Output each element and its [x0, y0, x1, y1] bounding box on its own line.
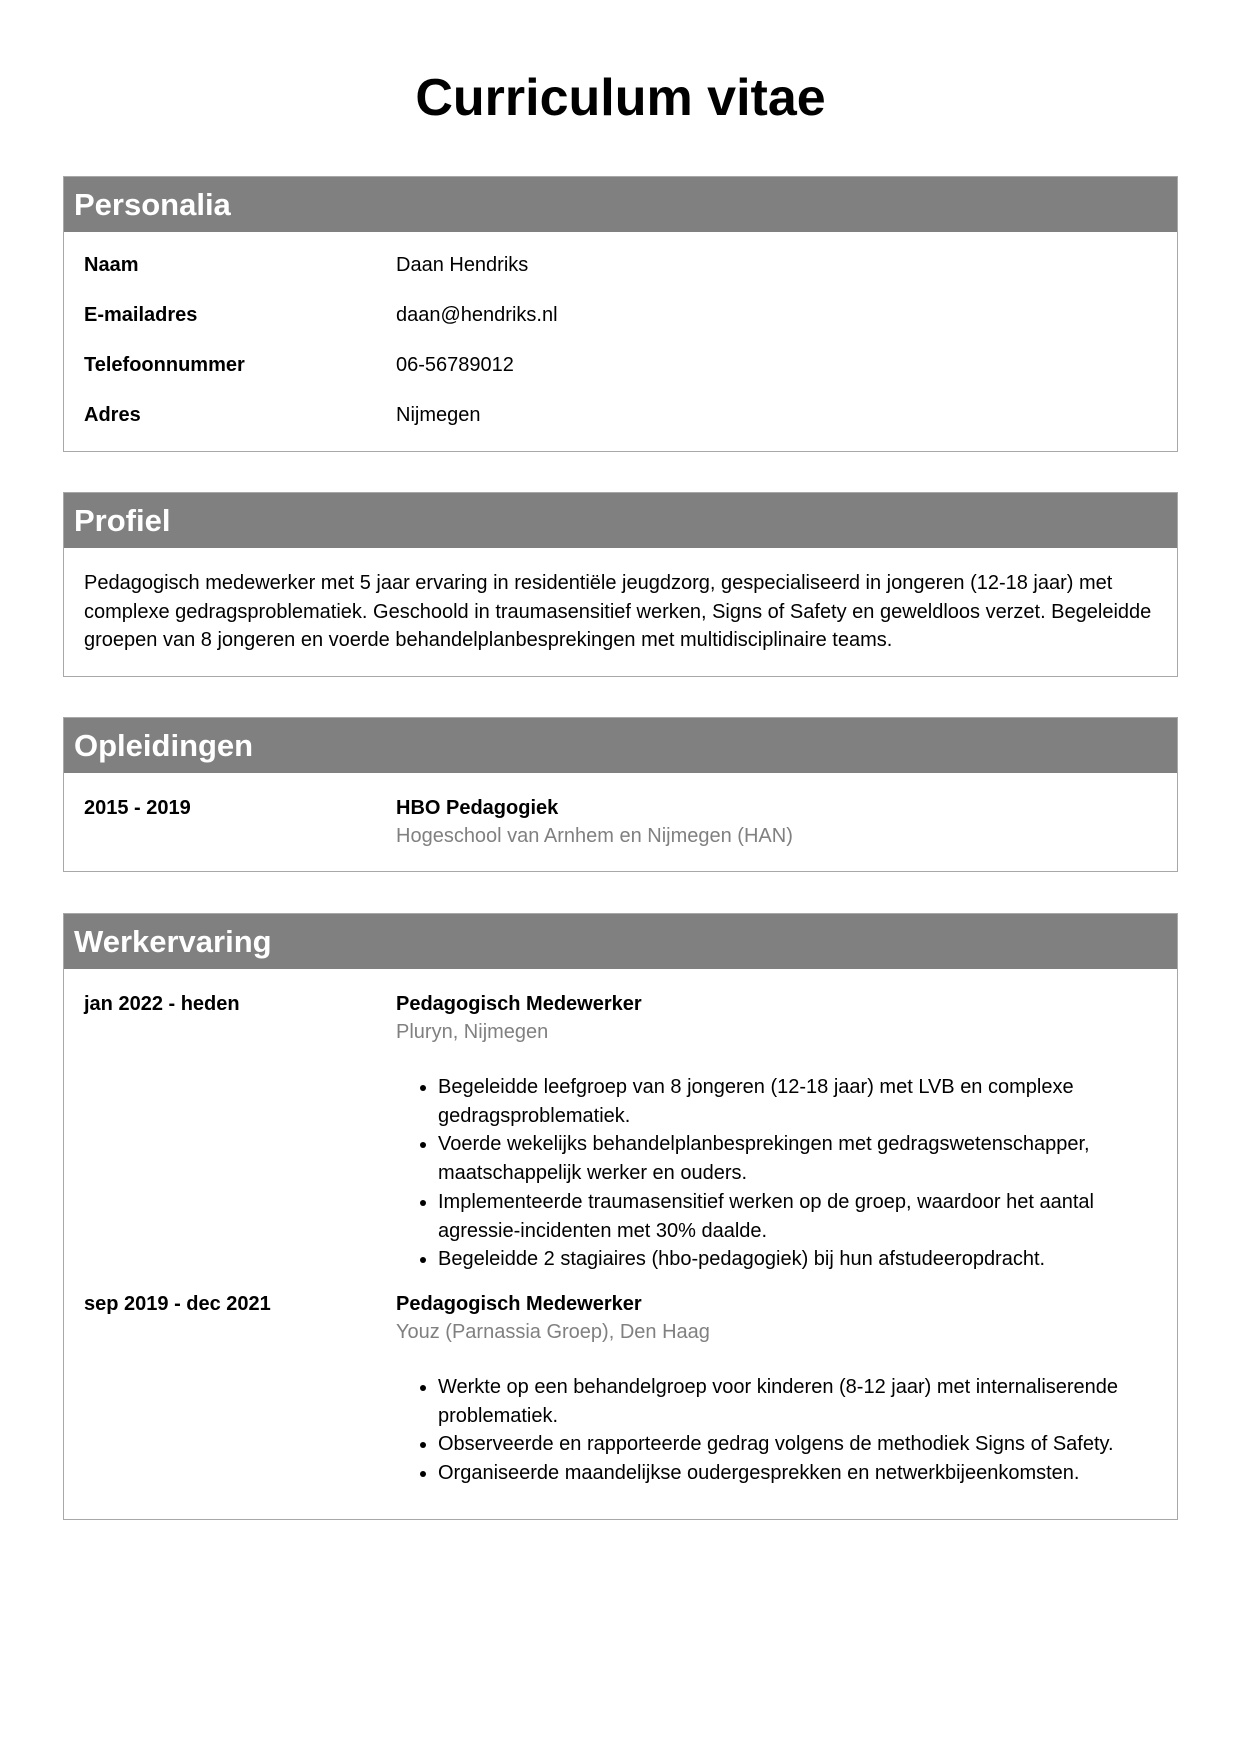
document-title: Curriculum vitae — [415, 69, 826, 127]
work-period: jan 2022 - heden — [84, 993, 240, 1015]
education-period: 2015 - 2019 — [84, 797, 191, 819]
work-bullet: • Begeleidde 2 stagiaires (hbo-pedagogiek) bij hun afstudeeropdracht. — [438, 1245, 1157, 1274]
personalia-row-email — [64, 302, 1177, 352]
education-title: HBO Pedagogiek — [396, 797, 559, 819]
work-bullet-list — [396, 1073, 1157, 1274]
personalia-row-adres — [64, 402, 1177, 452]
section-heading-personalia: Personalia — [64, 177, 1177, 232]
opleidingen-body — [64, 773, 1177, 851]
section-heading-profiel: Profiel — [64, 493, 1177, 548]
section-profiel — [63, 492, 1178, 677]
work-bullet: • Werkte op een behandelgroep voor kinderen (8-12 jaar) met internaliserende problematiek. — [438, 1373, 1157, 1430]
work-title: Pedagogisch Medewerker — [396, 1292, 642, 1315]
personalia-value: Daan Hendriks — [396, 254, 529, 276]
werkervaring-body — [64, 969, 1177, 1488]
profile-text: Pedagogisch medewerker met 5 jaar ervaring in residentiële jeugdzorg, gespecialiseerd in jongeren (12-18 jaar) met complexe gedragsproblematiek. Geschoold in traumasensitief werken, Signs of Safety en geweldloos verzet. Begeleidde groepen van 8 jongeren en voerde behandelplanbesprekingen met multidisciplinaire teams. — [84, 572, 1152, 651]
section-heading-werkervaring: Werkervaring — [64, 914, 1177, 969]
section-werkervaring — [63, 913, 1178, 1520]
personalia-value: 06-56789012 — [396, 354, 514, 376]
section-opleidingen — [63, 717, 1178, 872]
work-period: sep 2019 - dec 2021 — [84, 1292, 271, 1315]
work-bullet: • Begeleidde leefgroep van 8 jongeren (12-18 jaar) met LVB en complexe gedragsproblematiek. — [438, 1073, 1157, 1130]
work-bullet: • Voerde wekelijks behandelplanbesprekingen met gedragswetenschapper, maatschappelijk werker en ouders. — [438, 1130, 1157, 1187]
work-bullet-list — [396, 1373, 1157, 1488]
education-entry — [64, 794, 1177, 851]
work-content — [396, 1290, 1177, 1488]
personalia-label: Adres — [84, 404, 141, 426]
work-bullet: • Implementeerde traumasensitief werken op de groep, waardoor het aantal agressie-incidenten met 30% daalde. — [438, 1188, 1157, 1245]
personalia-value: daan@hendriks.nl — [396, 304, 558, 326]
personalia-label: Telefoonnummer — [84, 354, 245, 376]
work-content — [396, 990, 1177, 1274]
personalia-body — [64, 232, 1177, 452]
work-entry — [64, 1290, 1177, 1488]
section-heading-opleidingen: Opleidingen — [64, 718, 1177, 773]
work-title: Pedagogisch Medewerker — [396, 993, 642, 1015]
section-personalia — [63, 176, 1178, 452]
personalia-row-naam — [64, 252, 1177, 302]
work-entry — [64, 990, 1177, 1274]
work-employer: Youz (Parnassia Groep), Den Haag — [396, 1320, 710, 1343]
work-bullet: • Observeerde en rapporteerde gedrag volgens de methodiek Signs of Safety. — [438, 1430, 1157, 1459]
work-employer: Pluryn, Nijmegen — [396, 1021, 549, 1043]
personalia-value: Nijmegen — [396, 404, 481, 426]
personalia-label: Naam — [84, 254, 139, 276]
personalia-row-telefoon — [64, 352, 1177, 402]
work-bullet: • Organiseerde maandelijkse oudergesprekken en netwerkbijeenkomsten. — [438, 1459, 1157, 1488]
personalia-label: E-mailadres — [84, 304, 198, 326]
education-content — [396, 794, 1177, 851]
education-institution: Hogeschool van Arnhem en Nijmegen (HAN) — [396, 825, 793, 847]
